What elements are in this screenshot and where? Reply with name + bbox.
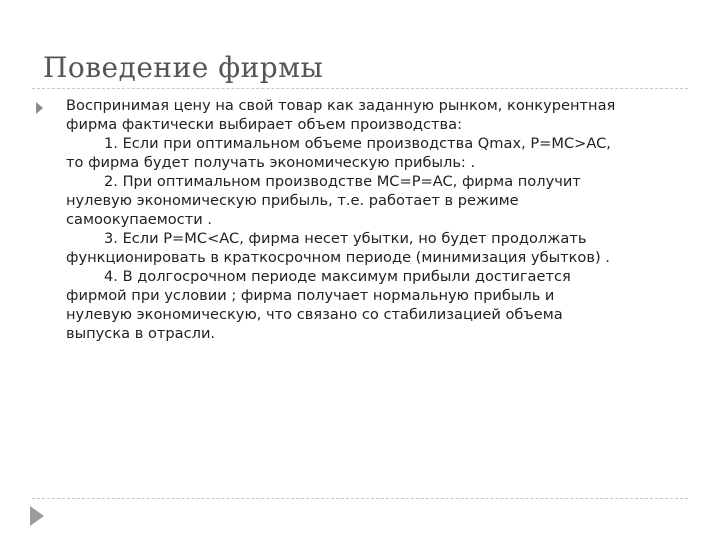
body-line: 2. При оптимальном производстве MC=P=AC, фирма получит [104, 173, 581, 190]
body-line: 3. Если P=MC<AC, фирма несет убытки, но будет продолжать [104, 230, 587, 247]
body-line: нулевую экономическую, что связано со стабилизацией объема [66, 306, 563, 323]
slide-body [66, 96, 690, 343]
slide-title: Поведение фирмы [43, 51, 324, 84]
body-line: 1. Если при оптимальном объеме производства Qmax, P=MC>AC, [104, 135, 611, 152]
body-line: выпуска в отрасли. [66, 325, 216, 342]
body-line: самоокупаемости . [66, 211, 212, 228]
body-line: Воспринимая цену на свой товар как заданную рынком, конкурентная [66, 97, 616, 114]
title-divider [32, 88, 688, 89]
body-line: фирма фактически выбирает объем производства: [66, 116, 462, 133]
body-line: нулевую экономическую прибыль, т.е. работает в режиме [66, 192, 519, 209]
footer-divider [32, 498, 688, 499]
next-slide-arrow-icon[interactable] [30, 506, 44, 526]
body-line: фирмой при условии ; фирма получает нормальную прибыль и [66, 287, 555, 304]
body-line: 4. В долгосрочном периоде максимум прибыли достигается [104, 268, 571, 285]
bullet-arrow-icon [36, 102, 43, 114]
body-line: то фирма будет получать экономическую прибыль: . [66, 154, 476, 171]
body-line: функционировать в краткосрочном периоде (минимизация убытков) . [66, 249, 610, 266]
